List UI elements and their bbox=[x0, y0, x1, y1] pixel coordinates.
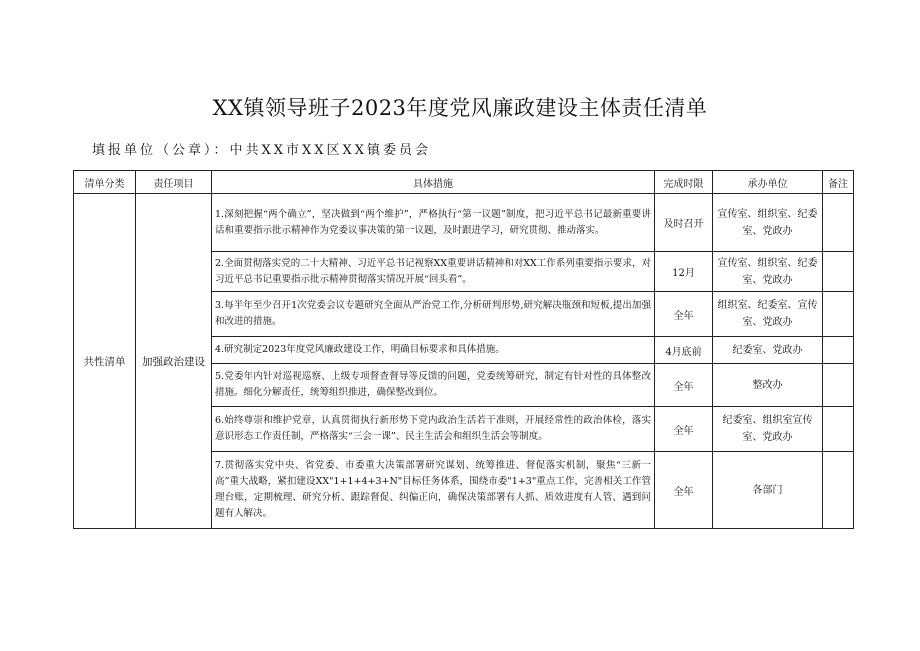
deadline-cell: 4月底前 bbox=[655, 337, 713, 364]
note-cell bbox=[823, 364, 854, 407]
measure-cell: 1.深刻把握“两个确立”，坚决做到“两个维护”，严格执行“第一议题”制度，把习近平总书记最新重要讲话和重要指示批示精神作为党委议事决策的第一议题，及时跟进学习，研究贯彻、推动落实。 bbox=[212, 194, 655, 252]
header-note: 备注 bbox=[823, 171, 854, 194]
header-deadline: 完成时限 bbox=[655, 171, 713, 194]
header-category: 清单分类 bbox=[74, 171, 136, 194]
table-header-row bbox=[74, 171, 854, 194]
deadline-cell: 及时召开 bbox=[655, 194, 713, 252]
header-departments: 承办单位 bbox=[713, 171, 823, 194]
reporting-unit: 填报单位（公章）：中共XX市XX区XX镇委员会 bbox=[92, 143, 432, 158]
measure-cell: 5.党委年内针对巡视巡察、上级专项督查督导等反馈的问题，党委统筹研究，制定有针对性的具体整改措施。细化分解责任，统筹组织推进，确保整改到位。 bbox=[212, 364, 655, 407]
measure-cell: 3.每半年至少召开1次党委会议专题研究全面从严治党工作,分析研判形势,研究解决瓶颈和短板,提出加强和改进的措施。 bbox=[212, 292, 655, 337]
deadline-cell: 12月 bbox=[655, 252, 713, 292]
note-cell bbox=[823, 452, 854, 529]
deadline-cell: 全年 bbox=[655, 364, 713, 407]
deadline-cell: 全年 bbox=[655, 292, 713, 337]
project-cell: 加强政治建设 bbox=[136, 194, 212, 529]
department-cell: 组织室、纪委室、宣传室、党政办 bbox=[713, 292, 823, 337]
measure-cell: 4.研究制定2023年度党风廉政建设工作，明确目标要求和具体措施。 bbox=[212, 337, 655, 364]
table-row bbox=[74, 194, 854, 252]
responsibility-table bbox=[73, 170, 854, 529]
note-cell bbox=[823, 337, 854, 364]
note-cell bbox=[823, 292, 854, 337]
document-title: XX镇领导班子2023年度党风廉政建设主体责任清单 bbox=[212, 96, 708, 120]
department-cell: 纪委室、党政办 bbox=[713, 337, 823, 364]
note-cell bbox=[823, 194, 854, 252]
measure-cell: 2.全面贯彻落实党的二十大精神、习近平总书记视察XX重要讲话精神和对XX工作系列重要指示要求，对习近平总书记重要指示批示精神贯彻落实情况开展“回头看”。 bbox=[212, 252, 655, 292]
note-cell bbox=[823, 252, 854, 292]
deadline-cell: 全年 bbox=[655, 407, 713, 452]
deadline-cell: 全年 bbox=[655, 452, 713, 529]
department-cell: 各部门 bbox=[713, 452, 823, 529]
measure-cell: 6.始终尊崇和维护党章，认真贯彻执行新形势下党内政治生活若干准则，开展经常性的政治体检，落实意识形态工作责任制，严格落实“三会一课”、民主生活会和组织生活会等制度。 bbox=[212, 407, 655, 452]
measure-cell: 7.贯彻落实党中央、省党委、市委重大决策部署研究谋划、统筹推进、督促落实机制，聚焦“三新一高”重大战略，紧扣建设XX"1+1+4+3+N"目标任务体系，围绕市委"1+3"重点工作，完善相关工作管理台账，定期梳理、研究分析、跟踪督促、纠偏正向，确保决策部署有人抓、质效进度有人管、遇到问题有人解决。 bbox=[212, 452, 655, 529]
header-project: 责任项目 bbox=[136, 171, 212, 194]
department-cell: 宣传室、组织室、纪委室、党政办 bbox=[713, 252, 823, 292]
department-cell: 整改办 bbox=[713, 364, 823, 407]
department-cell: 宣传室、组织室、纪委室、党政办 bbox=[713, 194, 823, 252]
department-cell: 纪委室、组织室宣传室、党政办 bbox=[713, 407, 823, 452]
note-cell bbox=[823, 407, 854, 452]
header-measures: 具体措施 bbox=[212, 171, 655, 194]
category-cell: 共性清单 bbox=[74, 194, 136, 529]
